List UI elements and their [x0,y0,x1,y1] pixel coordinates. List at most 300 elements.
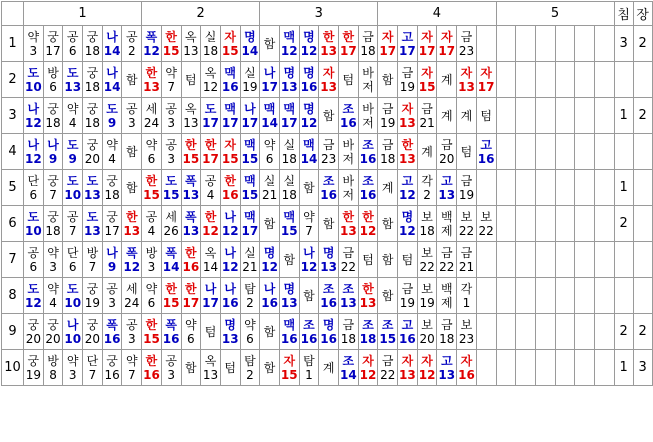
cell-number: 13 [339,295,357,310]
grid-cell [555,242,575,278]
cell-term: 궁 [86,137,99,152]
cell-term: 조 [322,281,335,296]
cell-term: 한 [145,173,158,188]
chim-value: 1 [614,170,633,206]
grid-cell [63,350,83,386]
grid-cell [594,278,614,314]
cell-term: 명 [263,245,276,260]
cell-term: 조 [342,353,355,368]
chim-value: 2 [614,314,633,350]
cell-term: 한 [145,65,158,80]
grid-cell [496,26,516,62]
grid-cell [161,314,181,350]
row-number: 9 [2,314,24,350]
grid-cell [496,206,516,242]
cell-term: 금 [440,245,453,260]
cell-number: 6 [29,187,38,202]
cell-term: 보 [480,209,492,224]
grid-cell [279,206,299,242]
cell-number: 9 [107,115,117,130]
grid-cell [220,314,240,350]
cell-term: 맥 [244,173,256,188]
grid-cell [279,242,299,278]
grid-cell [496,98,516,134]
grid-cell [240,242,260,278]
grid-cell [339,314,359,350]
cell-number: 17 [418,43,436,58]
grid-cell [102,278,122,314]
grid-cell [319,170,339,206]
corner-cell [2,2,24,26]
cell-number: 22 [380,367,396,382]
table-row [2,134,653,170]
grid-cell [279,62,299,98]
cell-number: 15 [162,295,180,310]
grid-cell [496,170,516,206]
cell-term: 금 [381,101,394,116]
chim-value: 1 [614,350,633,386]
grid-cell [358,98,378,134]
chim-value [614,134,633,170]
cell-number: 3 [167,367,175,382]
grid-cell [24,170,44,206]
cell-term: 맥 [244,137,256,152]
cell-term: 텀 [204,324,217,339]
cell-term: 함 [263,324,276,339]
cell-term: 텀 [185,72,197,87]
cell-number: 20 [84,151,101,166]
cell-term: 자 [480,65,492,80]
cell-term: 각 [421,173,433,188]
grid-cell [555,350,575,386]
table-row [2,242,653,278]
cell-number: 2 [246,295,254,310]
cell-number: 13 [438,367,456,382]
cell-term: 금 [440,317,453,332]
cell-term: 함 [263,216,276,231]
cell-number: 18 [439,331,455,346]
cell-term: 자 [401,101,414,116]
cell-term: 명 [303,65,315,80]
grid-cell [594,242,614,278]
grid-cell [516,206,536,242]
cell-number: 13 [182,223,200,238]
cell-term: 한 [342,29,355,44]
grid-cell [457,26,477,62]
cell-number: 저 [342,187,355,202]
cell-term: 공 [165,353,177,368]
grid-cell [378,134,398,170]
grid-cell [516,62,536,98]
cell-term: 텀 [480,108,492,123]
row-number: 6 [2,206,24,242]
cell-term: 금 [401,65,414,80]
cell-term: 나 [106,245,118,260]
chim-value: 1 [614,98,633,134]
grid-cell [339,134,359,170]
grid-cell [260,278,280,314]
grid-cell [457,62,477,98]
cell-number: 16 [261,295,278,310]
cell-number: 2 [423,187,431,202]
cell-term: 맥 [303,137,315,152]
group-header: 5 [496,2,614,26]
cell-term: 조 [362,173,374,188]
grid-cell [220,350,240,386]
cell-number: 13 [202,367,219,382]
grid-cell [83,314,103,350]
cell-number: 12 [359,223,377,238]
cell-term: 금 [342,317,355,332]
grid-cell [240,314,260,350]
cell-term: 보 [460,209,473,224]
cell-term: 금 [460,173,473,188]
cell-number: 15 [379,331,397,346]
cell-term: 바 [342,173,355,188]
cell-term: 옥 [185,101,197,116]
cell-number: 20 [45,331,61,346]
cell-term: 자 [362,353,374,368]
grid-cell [378,98,398,134]
grid-cell [279,278,299,314]
row-number: 7 [2,242,24,278]
cell-number: 17 [202,151,219,166]
cell-term: 약 [66,101,79,116]
grid-cell [437,242,457,278]
cell-term: 금 [460,245,473,260]
cell-term: 한 [204,137,217,152]
cell-number: 6 [147,295,156,310]
cell-term: 텀 [342,72,355,87]
cell-number: 17 [261,79,278,94]
cell-number: 13 [123,223,141,238]
cell-term: 도 [66,65,79,80]
cell-term: 자 [421,353,433,368]
table-row [2,278,653,314]
cell-term: 궁 [47,101,59,116]
cell-term: 명 [322,317,335,332]
cell-number: 21 [419,115,435,130]
cell-term: 바 [362,101,374,116]
cell-term: 텀 [460,144,473,159]
cell-term: 바 [342,137,355,152]
cell-term: 공 [165,101,177,116]
grid-cell [476,314,496,350]
cell-term: 세 [125,281,138,296]
cell-term: 도 [86,209,99,224]
grid-cell [378,26,398,62]
cell-term: 맥 [283,101,296,116]
cell-term: 방 [47,65,59,80]
grid-cell [339,278,359,314]
cell-number: 16 [458,367,475,382]
cell-term: 궁 [86,65,99,80]
cell-number: 16 [300,79,318,94]
grid-cell [398,278,418,314]
grid-cell [24,278,44,314]
cell-number: 2 [246,367,254,382]
cell-term: 나 [27,137,40,152]
cell-term: 나 [106,29,118,44]
grid-cell [555,62,575,98]
cell-number: 17 [241,115,259,130]
grid-cell [201,62,221,98]
grid-cell [142,26,162,62]
cell-term: 공 [125,317,138,332]
grid-cell [476,170,496,206]
cell-term: 맥 [224,65,237,80]
grid-cell [24,314,44,350]
cell-term: 보 [421,281,433,296]
grid-cell [437,26,457,62]
grid-cell [437,98,457,134]
cell-number: 15 [280,223,298,238]
grid-cell [339,350,359,386]
cell-number: 18 [360,43,376,58]
cell-number: 16 [320,331,337,346]
table-row [2,206,653,242]
cell-term: 명 [283,65,296,80]
grid-cell [516,134,536,170]
grid-cell [181,62,201,98]
cell-term: 약 [244,317,256,332]
cell-term: 함 [125,144,138,159]
grid-cell [319,278,339,314]
cell-number: 13 [84,187,101,202]
cell-number: 23 [321,151,337,166]
cell-number: 12 [280,43,298,58]
cell-term: 함 [125,72,138,87]
cell-term: 공 [66,209,79,224]
chim-value: 3 [614,26,633,62]
cell-number: 24 [143,115,160,130]
grid-cell [417,62,437,98]
grid-cell [339,26,359,62]
cell-number: 13 [458,79,475,94]
grid-cell [142,350,162,386]
grid-cell [476,98,496,134]
table-row [2,62,653,98]
grid-cell [516,98,536,134]
cell-term: 고 [401,317,414,332]
cell-term: 궁 [47,209,59,224]
cell-term: 함 [263,360,276,375]
cell-number: 12 [221,223,239,238]
grid-cell [181,134,201,170]
row-number: 1 [2,26,24,62]
cell-term: 탐 [244,353,256,368]
grid-cell [83,62,103,98]
grid-cell [63,242,83,278]
grid-cell [24,98,44,134]
cell-term: 함 [322,216,335,231]
cell-number: 6 [187,331,195,346]
cell-term: 명 [244,29,256,44]
cell-number: 10 [24,79,42,94]
cell-term: 약 [263,137,276,152]
grid-cell [319,242,339,278]
grid-cell [535,62,555,98]
grid-cell [496,242,516,278]
cell-term: 자 [224,29,237,44]
cell-number: 20 [25,331,41,346]
cell-number: 1 [305,367,313,382]
grid-cell [43,278,63,314]
cell-term: 궁 [47,317,59,332]
cell-number: 제 [440,295,453,310]
grid-cell [24,26,44,62]
grid-cell [279,98,299,134]
grid-cell [220,26,240,62]
cell-number: 22 [478,223,494,238]
grid-cell [83,134,103,170]
cell-number: 4 [49,295,57,310]
grid-cell [220,278,240,314]
cell-term: 탐 [303,353,315,368]
grid-cell [555,278,575,314]
cell-term: 폭 [165,317,177,332]
cell-term: 조 [381,317,394,332]
cell-number: 3 [29,43,38,58]
cell-term: 금 [381,353,394,368]
grid-cell [43,314,63,350]
grid-cell [555,134,575,170]
cell-term: 궁 [27,353,40,368]
grid-cell [83,350,103,386]
grid-cell [24,242,44,278]
grid-cell [240,206,260,242]
cell-number: 9 [107,259,117,274]
cell-term: 자 [224,137,237,152]
cell-term: 함 [303,288,315,303]
chim-value [614,278,633,314]
grid-cell [63,134,83,170]
grid-cell [122,206,142,242]
cell-number: 16 [182,259,200,274]
cell-number: 13 [320,259,337,274]
grid-cell [201,242,221,278]
jang-value [633,134,652,170]
grid-cell [437,206,457,242]
cell-number: 16 [300,331,318,346]
cell-number: 21 [242,259,258,274]
cell-number: 17 [202,115,219,130]
grid-cell [279,350,299,386]
cell-term: 맥 [244,209,256,224]
cell-term: 명 [303,101,315,116]
cell-number: 16 [221,187,239,202]
grid-cell [142,206,162,242]
grid-cell [319,62,339,98]
grid-cell [457,170,477,206]
cell-number: 18 [45,115,61,130]
grid-cell [142,98,162,134]
grid-cell [240,26,260,62]
cell-term: 함 [322,108,335,123]
group-header: 4 [378,2,496,26]
grid-cell [181,170,201,206]
cell-number: 13 [438,187,456,202]
grid-cell [575,170,595,206]
cell-number: 13 [64,79,82,94]
grid-cell [122,134,142,170]
cell-number: 17 [438,43,456,58]
grid-cell [63,206,83,242]
grid-cell [535,242,555,278]
grid-cell [437,62,457,98]
cell-number: 14 [241,43,259,58]
cell-number: 17 [399,43,416,58]
grid-cell [339,242,359,278]
cell-number: 18 [419,223,435,238]
cell-number: 13 [320,79,337,94]
grid-cell [496,350,516,386]
cell-number: 16 [320,295,337,310]
cell-term: 계 [322,360,335,375]
cell-number: 17 [45,43,61,58]
cell-term: 공 [125,29,138,44]
grid-cell [43,350,63,386]
cell-number: 23 [458,331,475,346]
cell-term: 약 [125,353,138,368]
cell-number: 19 [25,367,41,382]
grid-cell [319,98,339,134]
grid-cell [161,98,181,134]
group-header: 1 [24,2,142,26]
cell-term: 궁 [47,173,59,188]
cell-term: 방 [145,245,158,260]
cell-number: 저 [362,79,374,94]
cell-term: 함 [381,252,394,267]
table-row [2,26,653,62]
cell-term: 보 [421,209,433,224]
grid-cell [83,26,103,62]
grid-cell [220,62,240,98]
cell-number: 17 [241,223,259,238]
cell-term: 조 [362,317,374,332]
cell-term: 한 [145,353,158,368]
cell-number: 7 [167,79,175,94]
cell-term: 한 [342,209,355,224]
grid-cell [319,134,339,170]
grid-cell [398,98,418,134]
cell-number: 19 [419,295,435,310]
jang-value: 3 [633,350,652,386]
cell-number: 14 [202,259,219,274]
cell-number: 18 [281,187,297,202]
grid-cell [417,206,437,242]
cell-number: 19 [84,295,101,310]
grid-cell [102,206,122,242]
grid-cell [43,98,63,134]
cell-term: 폭 [165,245,177,260]
grid-cell [594,314,614,350]
cell-number: 제 [440,223,453,238]
cell-term: 실 [263,173,276,188]
row-number: 5 [2,170,24,206]
grid-cell [299,98,319,134]
cell-term: 폭 [106,317,118,332]
grid-cell [83,206,103,242]
cell-term: 금 [381,137,394,152]
grid-cell [279,26,299,62]
cell-term: 옥 [185,29,197,44]
grid-cell [516,350,536,386]
cell-number: 18 [380,151,396,166]
cell-term: 맥 [283,29,296,44]
grid-cell [220,206,240,242]
cell-term: 명 [322,245,335,260]
